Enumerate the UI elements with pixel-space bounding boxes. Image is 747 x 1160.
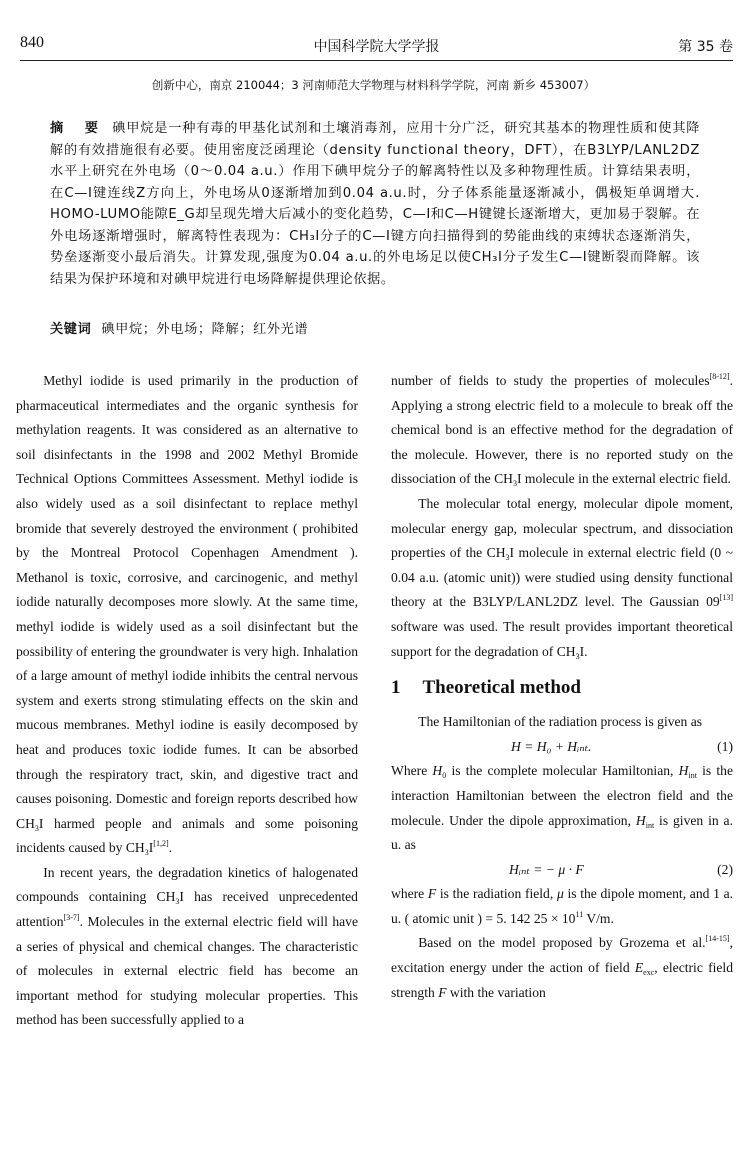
equation-expression: Hᵢₙₜ = − μ · F: [509, 861, 584, 877]
left-column: [16, 369, 358, 1033]
citation[interactable]: [8-12]: [709, 372, 730, 381]
citation[interactable]: [1,2]: [153, 839, 169, 849]
keywords-line: [50, 318, 308, 337]
page-number: 840: [20, 34, 44, 51]
header-rule: [20, 60, 733, 61]
citation[interactable]: [3-7]: [63, 913, 80, 923]
paragraph: Where $H_0$ is the complete molecular Hamiltonian, $H_{int}$ is the interaction Hamiltonian between the electron field and the molecule. Under the dipole approximation, $H_{int}$ is given in a. u. as: [391, 763, 733, 853]
section-heading: [391, 673, 733, 703]
paragraph: where F is the radiation field, μ is the dipole moment, and 1 a. u. ( atomic unit ) = 5. 142 $25 \times 10^{11}$ V/m.: [391, 886, 734, 926]
affiliation: 创新中心，南京 210044；3 河南师范大学物理与材料科学学院，河南 新乡 453007）: [151, 78, 596, 92]
right-column: [391, 369, 733, 1005]
equation-number: (1): [717, 738, 733, 754]
keywords-text: 碘甲烷；外电场；降解；红外光谱: [101, 322, 309, 337]
paragraph: The Hamiltonian of the radiation process is given as: [418, 714, 703, 730]
abstract-label: 摘 要: [50, 121, 103, 136]
journal-name: 中国科学院大学学报: [313, 39, 440, 55]
equation-expression: H = H₀ + Hᵢₙₜ.: [511, 738, 592, 754]
paragraph: Methyl iodide is used primarily in the production of pharmaceutical intermediates and the organic synthesis for methylation reagents. It was considered as an alternative to soil disinfectants in the 1998 and 2002 Methyl Bromide Technical Options Committees Assessment. Methyl iodide is also widely used as a soil disinfectant to replace methyl bromide that severely destroyed the environment ( prohibited by the Montreal Protocol Copenhagen Amendment ). Methanol is toxic, corrosive, and carcinogenic, and methyl iodide naturally decomposes more slowly. At the same time, methyl iodide is widely used as a soil disinfectant but the possibility of entering the groundwater is very high. Inhalation of a large amount of methyl iodide inhibits the central nervous system and exerts strong stimulating effects on the skin and mucous membranes. Methyl iodine is easily decomposed by heat and produces toxic iodide fumes. It can be absorbed through the respiratory tract, skin, and digestive tract and causes poisoning. Domestic and foreign reports described how $CH_3I$ harmed people and animals and some poisoning incidents caused by $CH_3I[1,2]$.: [16, 373, 358, 858]
running-header: [20, 34, 733, 58]
citation[interactable]: [13]: [719, 593, 733, 603]
keywords-label: 关键词: [50, 322, 92, 337]
paragraph: The molecular total energy, molecular dipole moment, molecular energy gap, molecular spectrum, and dissociation properties of the $CH_3I$ molecule in external electric field (0 ~ 0.04 a.u. (atomic unit)) were studied using density functional theory at the B3LYP/LANL2DZ level. The Gaussian 09[13] software was used. The result provides important theoretical support for the degradation of $CH_3I$.: [391, 495, 733, 661]
equation-1: [391, 735, 733, 760]
paragraph: Based on the model proposed by Grozema et al.[14-15], excitation energy under the action of field $E_{exc}$, electric field strength F with the variation: [391, 934, 733, 1000]
paragraph: number of fields to study the properties of molecules[8-12]. Applying a strong electric field to a molecule to break off the chemical bond is an effective method for the degradation of the molecule. However, there is no reported study on the dissociation of the $CH_3I$ molecule in the external electric field.: [391, 372, 733, 489]
section-number: 1: [391, 677, 401, 699]
volume-label: 第 35 卷: [678, 39, 733, 55]
section-title: Theoretical method: [422, 677, 581, 699]
equation-2: [391, 858, 733, 883]
abstract-block: [50, 118, 700, 290]
equation-number: (2): [717, 861, 733, 877]
abstract-text: 碘甲烷是一种有毒的甲基化试剂和土壤消毒剂，应用十分广泛，研究其基本的物理性质和使其降解的有效措施很有必要。使用密度泛函理论（density functional theory，DFT），在B3LYP/LANL2DZ水平上研究在外电场（0～0.04 a.u.）作用下碘甲烷分子的解离特性以及多种物理性质。计算结果表明，在C—I键连线Z方向上，外电场从0逐渐增加到0.04 a.u.时，分子体系能量逐渐减小，偶极矩单调增大. HOMO-LUMO能隙E_G却呈现先增大后减小的变化趋势，C—I和C—H键键长逐渐增大，更加易于裂解。在外电场逐渐增强时，解离特性表现为：CH₃I分子的C—I键方向扫描得到的势能曲线的束缚状态逐渐消失，势垒逐渐变小最后消失。计算发现,强度为0.04 a.u.的外电场足以使CH₃I分子发生C—I键断裂而降解。该结果为保护环境和对碘甲烷进行电场降解提供理论依据。: [50, 121, 700, 287]
citation[interactable]: [14-15]: [705, 934, 730, 944]
paragraph: In recent years, the degradation kinetics of halogenated compounds containing $CH_3I$ has received unprecedented attention[3-7]. Molecules in the external electric field will have a series of physical and chemical changes. The characteristic of molecules in external electric field has become an important method for studying molecular properties. This method has been successfully applied to a: [16, 864, 358, 1028]
